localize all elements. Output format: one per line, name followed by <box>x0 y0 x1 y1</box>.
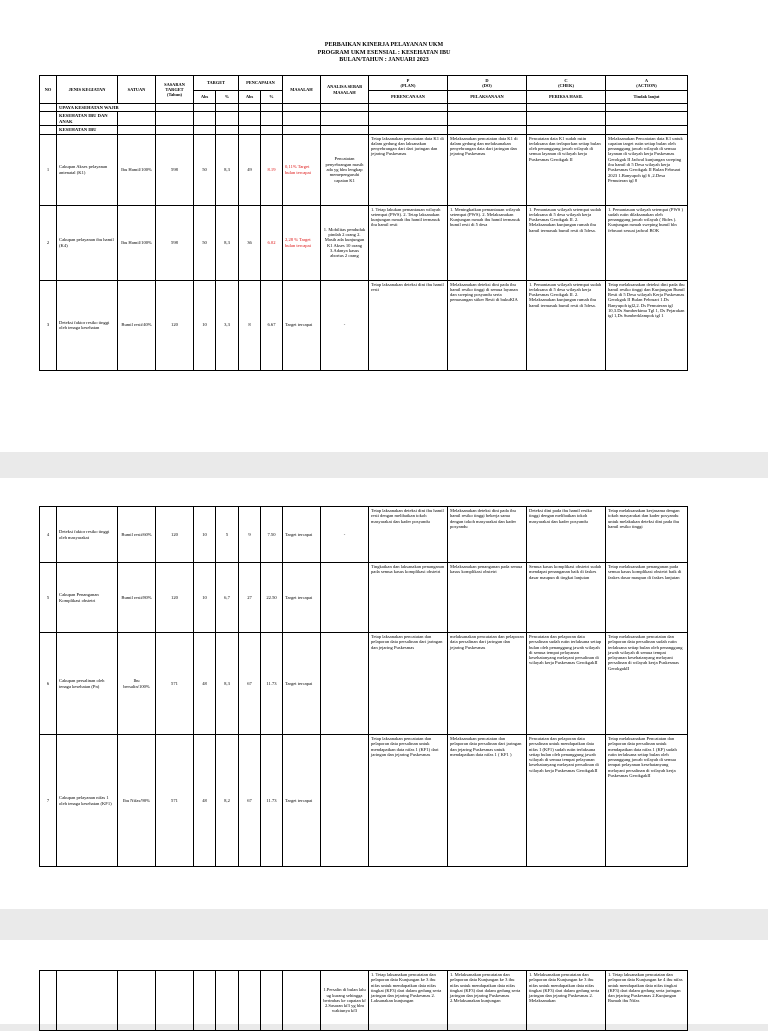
pencapaian-abs-cell: 36 <box>239 205 261 280</box>
report-title: PERBAIKAN KINERJA PELAYANAN UKM <box>324 42 444 48</box>
target-abs-cell: 50 <box>194 205 216 280</box>
col-target-abs: Abs <box>194 91 216 104</box>
plan-cell: 1. Tetap laksanakan pencatatan dan pelaporan data Kunjungan ke 3 ibu nifas untuk mendapatkan data nifas tingkat (KF3) dari dalam gedung serta jaringan dan jejaring Puskesmas 2. Laksanakan kunjungan <box>369 971 448 1031</box>
sasaran-cell: 120 <box>156 563 194 633</box>
row-number: 6 <box>40 633 57 735</box>
table-row <box>40 563 688 633</box>
pencapaian-pct-cell <box>261 971 283 1031</box>
analisa-cell: - <box>321 507 369 563</box>
row-number: 1 <box>40 134 57 205</box>
plan-cell: Tetap laksanakan pencatatan dan pelaporan data persalinan dari jaringan dan jejaring Puskesmas <box>369 633 448 735</box>
action-cell: Tetap melaksanakan deteksi dini pada ibu hamil resiko tinggi dan Kunjungan Bumil Resti di 5 Desa wilayah Kerja Puskesmas Gerokgak II Bulan Februari 1.Ds Banyupoh tgl2,2. Ds Pemuteran tgl 10,3.Ds Sumberkima Tgl 1, Ds Pejarakan tgl 1,Ds Sumberklampok tgl 1 <box>606 280 688 370</box>
analisa-cell <box>321 633 369 735</box>
table-row <box>40 735 688 867</box>
row-number: 3 <box>40 280 57 370</box>
do-cell: Melaksanakan deteksi dini pada ibu hamil resiko tinggi bekerja sama dengan tokoh masyarakat dan kader posyandu <box>448 507 527 563</box>
col-d: D (DO) <box>448 76 527 91</box>
target-abs-cell: 48 <box>194 735 216 867</box>
check-cell: Deteksi dini pada ibu hamil resiko tinggi dengan melibatkan tokoh masyarakat dan kader posyandu <box>527 507 606 563</box>
analisa-cell: Pencatatan penyebrangan masih ada yg blm lengkap memepengaruhi capaian K1 <box>321 134 369 205</box>
do-cell: Melaksanakan pencatatan dan pelaporan data persalinan dari jaringan dan jejaring Puskesmas untuk mendapatkan data nifas 1 ( KF1 ) <box>448 735 527 867</box>
pencapaian-abs-cell: 49 <box>239 134 261 205</box>
col-p: P (PLAN) <box>369 76 448 91</box>
table-row <box>40 633 688 735</box>
col-target-pct: % <box>216 91 239 104</box>
target-pct-cell <box>216 971 239 1031</box>
document-page-1 <box>0 0 768 452</box>
plan-cell: Tetap laksanakan pencatatan dan pelaporan data persalinan untuk mendapatkan data nifas 1 (KF1) dari jaringan dan jejaring Puskesmas <box>369 735 448 867</box>
pencapaian-abs-cell: 9 <box>239 507 261 563</box>
table-row <box>40 205 688 280</box>
sasaran-cell: 571 <box>156 633 194 735</box>
pdca-table-continued <box>39 970 688 1031</box>
check-cell: Pencatatan data K1 sudah rutin terlaksana dan terlaporkan setiap bulan oleh penanggung jawab wilayah di semua layanan di wilayah kerja Puskesmas Gerokgak II <box>527 134 606 205</box>
masalah-cell: Target tercapai <box>283 735 321 867</box>
pencapaian-pct-cell: 22.50 <box>261 563 283 633</box>
sasaran-cell <box>156 971 194 1031</box>
section-label: KESEHATAN IBU DAN ANAK <box>57 112 118 126</box>
do-cell: melaksanakan pencatatan dan pelaporan data persalinan dari jaringan dan jejaring Puskesmas <box>448 633 527 735</box>
pencapaian-abs-cell: 67 <box>239 633 261 735</box>
report-header <box>0 42 768 65</box>
action-cell: Tetap melaksanakan Pencatatan dan pelaporan data persalinan untuk mendapatkan data nifas 1 (KF) sudah rutin terlaksana setiap bulan oleh penanggung jawab wilayah di semua tempat pelayanan kesehatanyang melayani persalinan di wilayah kerja Puskesmas GerokgakII <box>606 735 688 867</box>
satuan-cell: Ibu bersalin/100% <box>118 633 156 735</box>
satuan-cell: Ibu Hamil/100% <box>118 205 156 280</box>
pdca-table-continued <box>39 506 688 867</box>
pencapaian-abs-cell: 27 <box>239 563 261 633</box>
do-cell: Melaksanakan pencatatan data K1 di dalam gedung dan melaksanakan penyebrangan data dari jaringan dan jejaring Puskesmas <box>448 134 527 205</box>
col-c-sub: PERIKSA HASIL <box>527 91 606 104</box>
do-cell: Melaksanakan deteksi dini pada ibu hamil resiko tinggi di semua layanan dan sweping posyandu serta pemasangan stiker Resti di bukuKIA <box>448 280 527 370</box>
plan-cell: 1. Tetap lakukan pemantauan wilayah setempat (PWS). 2. Tetap laksanakan kunjungan rumah ibu hamil termasuk ibu hamil resti <box>369 205 448 280</box>
satuan-cell: Ibu Hamil/100% <box>118 134 156 205</box>
check-cell: Semua kasus komplikasi obstetri sudah mendapat penanganan baik di faskes dasar maupun di tingkat lanjutan <box>527 563 606 633</box>
do-cell: 1. Melaksanakan pencatatan dan pelaporan data Kunjungan ke 3 ibu nifas untuk mendapatkan data nifas tingkat (KF3) dari dalam gedung serta jaringan dan jejaring Puskesmas 2.Melaksanakan kunjungan <box>448 971 527 1031</box>
sasaran-cell: 120 <box>156 280 194 370</box>
kegiatan-name: Deteksi faktor resiko tinggi oleh tenaga kesehatan <box>57 280 118 370</box>
action-cell: 1. Tetap laksanakan pencatatan dan pelaporan data Kunjungan ke 4 ibu nifas untuk mendapatkan data nifas tingkat (KF3) dari dalam gedung serta jaringan dan jejaring Puskesmas 2.Kunjungan Rumah ibu Nifas <box>606 971 688 1031</box>
section-label: UPAYA KESEHATAN WAJIB <box>57 104 156 112</box>
plan-cell: Tetap laksanakan deteksi dini ibu hamil resti <box>369 280 448 370</box>
col-target: TARGET <box>194 76 239 91</box>
col-pencapaian: PENCAPAIAN <box>239 76 283 91</box>
plan-cell: Tetap laksanakan pencatatan data K1 di dalam gedung dan laksanakan penyebrangan dari dari jaringan dan jejaring Puskesmas <box>369 134 448 205</box>
kegiatan-name: Cakupan pelayanan ibu hamil (K4) <box>57 205 118 280</box>
check-cell: Pencatatan dan pelaporan data persalinan untuk mendapatkan data nifas 1 (KF1) sudah rutin terlaksana setiap bulan oleh penanggung jawab wilayah di semua tempat pelayanan kesehatanyang melayani persalinan di wilayah kerja Puskesmas GerokgakII <box>527 735 606 867</box>
plan-cell: Tetap laksanakan deteksi dini ibu hamil resti dengan melibatkan tokoh masyarakat dan kader posyandu <box>369 507 448 563</box>
action-cell: Tetap melaksanakan pencatatan dan pelaporan data persalinan sudah rutin terlaksana setiap bulan oleh penanggung jawab wilayah di semua tempat pelayanan kesehatanyang melayani persalinan di wilayah kerja Puskesmas GerokgakII <box>606 633 688 735</box>
document-page-2 <box>0 478 768 909</box>
pencapaian-abs-cell: 67 <box>239 735 261 867</box>
kegiatan-name: Cakupan pelayanan nifas 1 oleh tenaga kesehatan (KF1) <box>57 735 118 867</box>
col-jenis: JENIS KEGIATAN <box>57 76 118 104</box>
target-pct-cell: 8,3 <box>216 134 239 205</box>
row-number: 2 <box>40 205 57 280</box>
analisa-cell: - <box>321 280 369 370</box>
analisa-cell <box>321 735 369 867</box>
document-page-3 <box>0 940 768 1024</box>
satuan-cell: Bumil resti/40% <box>118 280 156 370</box>
section-label: KESEHATAN IBU <box>57 126 118 134</box>
col-no: NO <box>40 76 57 104</box>
table-row <box>40 280 688 370</box>
pencapaian-pct-cell: 6.67 <box>261 280 283 370</box>
target-abs-cell: 10 <box>194 280 216 370</box>
masalah-cell: Target tercapai <box>283 563 321 633</box>
target-abs-cell: 10 <box>194 563 216 633</box>
check-cell: 1. Pemantauan wilayah setempat sudah terlaksana di 5 desa wilayah kerja Puskesmas Gerokgak II. 2. Melaksanakan kunjungan rumah ibu hamil termasuk bumil resti di 5desa. <box>527 280 606 370</box>
row-number: 5 <box>40 563 57 633</box>
action-cell: Tetap melaksanakan penanganan pada semua kasus komplikasi obstetri baik di faskes dasar maupun di faskes lanjutan <box>606 563 688 633</box>
row-number: 7 <box>40 735 57 867</box>
masalah-cell: Target tercapai <box>283 280 321 370</box>
check-cell: 1. Pemantauan wilayah setempat sudah terlaksana di 5 desa wilayah kerja Puskesmas Gerokgak II. 2. Melaksanakan kunjungan rumah ibu hamil termasuk bumil resti di 5desa. <box>527 205 606 280</box>
col-p-sub: PERENCANAAN <box>369 91 448 104</box>
row-number <box>40 971 57 1031</box>
target-pct-cell: 6,7 <box>216 563 239 633</box>
target-pct-cell: 8,2 <box>216 735 239 867</box>
target-pct-cell: 5 <box>216 507 239 563</box>
kegiatan-name: Cakupan persalinan oleh tenaga kesehatan (Pn) <box>57 633 118 735</box>
sasaran-cell: 598 <box>156 134 194 205</box>
satuan-cell: Bumil resti/60% <box>118 507 156 563</box>
analisa-cell: 1. Mobilitas penduduk pindah 2 orang 2. Masih ada kunjungan K1 Akses 10 orang 3.Adanya kasus abortus 2 orang <box>321 205 369 280</box>
masalah-cell: Target tercapai <box>283 633 321 735</box>
col-pencapaian-pct: % <box>261 91 283 104</box>
masalah-cell: Target tercapai <box>283 507 321 563</box>
kegiatan-name: Cakupan Akses pelayanan antenatal (K1) <box>57 134 118 205</box>
check-cell: Pencatatan dan pelaporan data persalinan sudah rutin terlaksana setiap bulan oleh penanggung jawab wilayah di semua tempat pelayanan kesehatanyang melayani persalinan di wilayah kerja Puskesmas GerokgakII <box>527 633 606 735</box>
kegiatan-name: Deteksi faktor resiko tinggi oleh masyarakat <box>57 507 118 563</box>
plan-cell: Tingkatkan dan laksanakan penanganan pada semua kasus komplikasi obstetri <box>369 563 448 633</box>
target-abs-cell: 50 <box>194 134 216 205</box>
satuan-cell: Ibu Nifas/90% <box>118 735 156 867</box>
sasaran-cell: 120 <box>156 507 194 563</box>
pencapaian-pct-cell: 8.19 <box>261 134 283 205</box>
target-pct-cell: 8,3 <box>216 633 239 735</box>
pencapaian-abs-cell <box>239 971 261 1031</box>
do-cell: Melaksanakan penanganan pada semua kasus komplikasi obstetri <box>448 563 527 633</box>
pencapaian-pct-cell: 11.73 <box>261 735 283 867</box>
report-program: PROGRAM UKM ESENSIAL : KESEHATAN IBU <box>317 49 451 56</box>
pdca-table <box>39 75 688 371</box>
masalah-cell: 0,11% Target bulan tercapai <box>283 134 321 205</box>
col-a-sub: Tindak lanjut <box>606 91 688 104</box>
col-satuan: SATUAN <box>118 76 156 104</box>
target-abs-cell: 10 <box>194 507 216 563</box>
col-d-sub: PELAKSANAAN <box>448 91 527 104</box>
analisa-cell: 1.Persalin di bulan lalu ug kurang sehingga berimbas ke capaian kf 2.Sasaran kf3 yg blm waktunya kf3 <box>321 971 369 1031</box>
sasaran-cell: 571 <box>156 735 194 867</box>
table-row <box>40 507 688 563</box>
satuan-cell: Bumil resti/80% <box>118 563 156 633</box>
target-abs-cell <box>194 971 216 1031</box>
masalah-cell: 2,28 % Target bulan tercapai <box>283 205 321 280</box>
action-cell: Tetap melaksanakan kerjasama dengan tokoh masyarakat dan kader posyandu untuk melakukan deteksi dini pada ibu hamil resiko tinggi <box>606 507 688 563</box>
col-pencapaian-abs: Abs <box>239 91 261 104</box>
col-masalah: MASALAH <box>283 76 321 104</box>
kegiatan-name: Cakupan Penanganan Komplikasi obstetri <box>57 563 118 633</box>
sasaran-cell: 598 <box>156 205 194 280</box>
check-cell: 1. Melaksanakan pencatatan dan pelaporan data Kunjungan ke 3 ibu nifas untuk mendapatkan data nifas tingkat (KF3) dari dalam gedung serta jaringan dan jejaring Puskesmas 2. Melaksanakan <box>527 971 606 1031</box>
do-cell: 1. Meningkatkan pemantauan wilayah setempat (PWS). 2. Melaksanakan Kunjungan rumah ibu hamil termasuk bumil resti di 5 desa <box>448 205 527 280</box>
kegiatan-name <box>57 971 118 1031</box>
target-pct-cell: 8,3 <box>216 205 239 280</box>
masalah-cell <box>283 971 321 1031</box>
pencapaian-pct-cell: 11.73 <box>261 633 283 735</box>
table-row <box>40 971 688 1031</box>
action-cell: Melaksanakan Pencatatan data K1 untuk capaian target rutin setiap bulan oleh penanggung jawab wilayah di semua layanan di wilayah kerja Puskesmas Gerokgak II Jadwal kunjungan sweping ibu hamil di 5 Desa wilayah kerja Puskesmas Gerokgak II Bulan Februari 2023 1.Banyupoh tgl 6 ,2.Desa Pemuteran tgl 8 <box>606 134 688 205</box>
target-pct-cell: 3,3 <box>216 280 239 370</box>
action-cell: 1. Pemantauan wilayah setempat (PWS ) sudah rutin dilaksanakan oleh penanggung jawab wilayah ( Bides ). Kunjungan rumah sweping bumil bln februari sesuai jadwal BOK <box>606 205 688 280</box>
col-c: C (CHEK) <box>527 76 606 91</box>
satuan-cell <box>118 971 156 1031</box>
table-row <box>40 134 688 205</box>
col-a: A (ACTION) <box>606 76 688 91</box>
report-period: BULAN/TAHUN : JANUARI 2023 <box>339 57 429 63</box>
analisa-cell <box>321 563 369 633</box>
row-number: 4 <box>40 507 57 563</box>
pencapaian-pct-cell: 7.50 <box>261 507 283 563</box>
col-sasaran: SASARAN TARGET (Tahun) <box>156 76 194 104</box>
pencapaian-pct-cell: 6.02 <box>261 205 283 280</box>
pencapaian-abs-cell: 8 <box>239 280 261 370</box>
col-analisa: ANALISA SEBAB MASALAH <box>321 76 369 104</box>
target-abs-cell: 48 <box>194 633 216 735</box>
